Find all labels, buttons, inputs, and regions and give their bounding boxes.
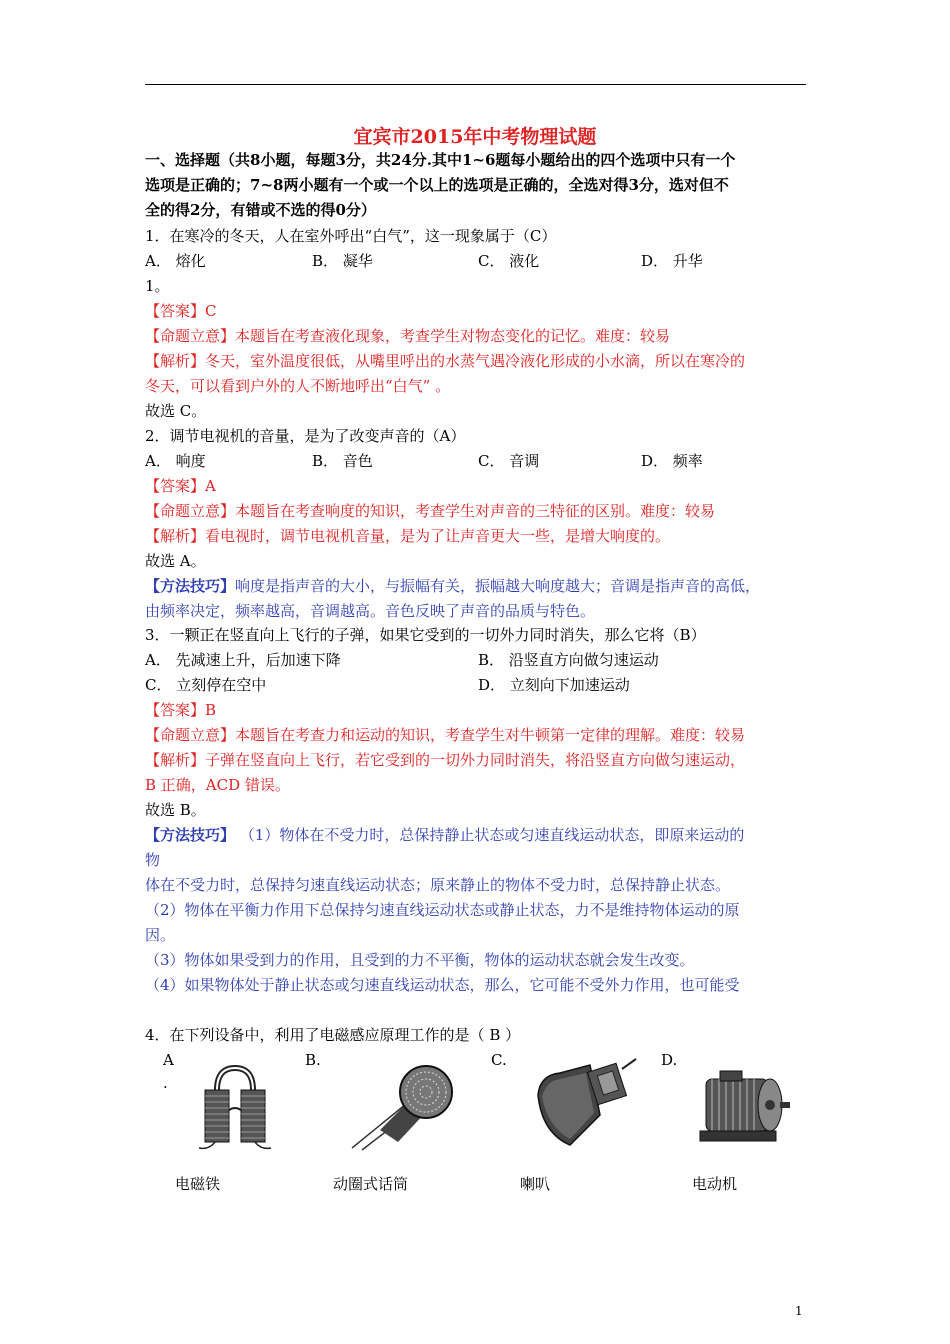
q3-analysis-line2: B 正确，ACD 错误。: [145, 776, 290, 794]
section-heading-line1: 一、选择题（共8小题，每题3分，共24分.其中1~6题每小题给出的四个选项中只有一个: [145, 151, 736, 169]
q2-analysis: 【解析】看电视时，调节电视机音量，是为了让声音更大一些，是增大响度的。: [145, 527, 671, 545]
q3-choice: 故选 B。: [145, 801, 206, 819]
q3-tip-line1b: 物: [145, 851, 161, 869]
q2-option-d: D． 频率: [641, 452, 703, 470]
speaker-figure: [530, 1055, 640, 1155]
q1-stem: 1．在寒冷的冬天，人在室外呼出“白气”，这一现象属于（C）: [145, 227, 557, 245]
section-heading-line2: 选项是正确的；7~8两小题有一个或一个以上的选项是正确的，全选对得3分，选对但不: [145, 176, 729, 194]
q3-option-d: D． 立刻向下加速运动: [478, 676, 630, 694]
page-title: 宜宾市2015年中考物理试题: [353, 126, 597, 148]
q4-caption-d: 电动机: [692, 1175, 738, 1193]
q4-label-a-dot: .: [163, 1074, 168, 1092]
q1-analysis-line1: 【解析】冬天，室外温度很低，从嘴里呼出的水蒸气遇冷液化形成的小水滴，所以在寒冷的: [145, 352, 746, 370]
q4-label-c: C.: [491, 1051, 507, 1069]
q1-option-a: A． 熔化: [145, 252, 206, 270]
header-rule: [145, 84, 806, 85]
q2-tip-line1: [145, 576, 760, 596]
q2-intent: 【命题立意】本题旨在考查响度的知识，考查学生对声音的三特征的区别。难度：较易: [145, 502, 716, 520]
q1-option-d: D． 升华: [641, 252, 703, 270]
q3-option-b: B． 沿竖直方向做匀速运动: [478, 651, 659, 669]
q2-tip-line2: 由频率决定，频率越高，音调越高。音色反映了声音的品质与特色。: [145, 602, 596, 620]
q2-choice: 故选 A。: [145, 552, 206, 570]
q4-label-d: D.: [661, 1051, 678, 1069]
q2-answer: 【答案】A: [145, 477, 216, 495]
q3-tip-line5: （4）如果物体处于静止状态或匀速直线运动状态，那么，它可能不受外力作用，也可能受: [145, 976, 740, 994]
q3-intent: 【命题立意】本题旨在考查力和运动的知识，考查学生对牛顿第一定律的理解。难度：较易: [145, 726, 746, 744]
q4-label-b: B.: [305, 1051, 321, 1069]
microphone-figure: [340, 1060, 460, 1152]
q3-answer: 【答案】B: [145, 701, 217, 719]
q3-tip-line3a: （2）物体在平衡力作用下总保持匀速直线运动状态或静止状态，力不是维持物体运动的原: [145, 901, 740, 919]
q2-option-c: C． 音调: [478, 452, 540, 470]
q3-tip-text1: （1）物体在不受力时，总保持静止状态或匀速直线运动状态，即原来运动的: [235, 826, 745, 844]
q1-intent: 【命题立意】本题旨在考查液化现象，考查学生对物态变化的记忆。难度：较易: [145, 327, 671, 345]
electromagnet-figure: [195, 1060, 275, 1152]
q2-option-a: A． 响度: [145, 452, 206, 470]
q4-caption-a: 电磁铁: [175, 1175, 221, 1193]
q3-stem: 3．一颗正在竖直向上飞行的子弹，如果它受到的一切外力同时消失，那么它将（B）: [145, 626, 706, 644]
q3-analysis-line1: 【解析】子弹在竖直向上飞行，若它受到的一切外力同时消失，将沿竖直方向做匀速运动，: [145, 751, 746, 769]
q1-option-b: B． 凝华: [312, 252, 373, 270]
q1-analysis-line2: 冬天，可以看到户外的人不断地呼出“白气” 。: [145, 377, 451, 395]
q1-extra: 1。: [145, 277, 170, 295]
q1-option-c: C． 液化: [478, 252, 540, 270]
q1-choice: 故选 C。: [145, 402, 207, 420]
q2-tip-label: 【方法技巧】: [145, 577, 236, 595]
q3-tip-line1: [145, 825, 744, 845]
q3-tip-line3b: 因。: [145, 926, 176, 944]
q4-caption-b: 动圈式话筒: [333, 1175, 409, 1193]
q4-label-a: A: [163, 1051, 174, 1069]
section-heading-line3: 全的得2分，有错或不选的得0分）: [145, 201, 376, 219]
q3-tip-line2: 体在不受力时，总保持匀速直线运动状态；原来静止的物体不受力时，总保持静止状态。: [145, 876, 731, 894]
motor-figure: [692, 1065, 792, 1150]
q1-answer: 【答案】C: [145, 302, 217, 320]
q3-option-c: C． 立刻停在空中: [145, 676, 267, 694]
page-number: 1: [795, 1304, 803, 1318]
q3-option-a: A． 先减速上升，后加速下降: [145, 651, 341, 669]
q4-stem: 4．在下列设备中，利用了电磁感应原理工作的是（ B ）: [145, 1026, 521, 1044]
q2-tip-text1: 响度是指声音的大小，与振幅有关，振幅越大响度越大；音调是指声音的高低，: [235, 577, 761, 595]
q3-tip-line4: （3）物体如果受到力的作用，且受到的力不平衡，物体的运动状态就会发生改变。: [145, 951, 695, 969]
q2-option-b: B． 音色: [312, 452, 373, 470]
q4-caption-c: 喇叭: [520, 1175, 551, 1193]
q3-tip-label: 【方法技巧】: [145, 826, 236, 844]
q2-stem: 2．调节电视机的音量，是为了改变声音的（A）: [145, 427, 466, 445]
